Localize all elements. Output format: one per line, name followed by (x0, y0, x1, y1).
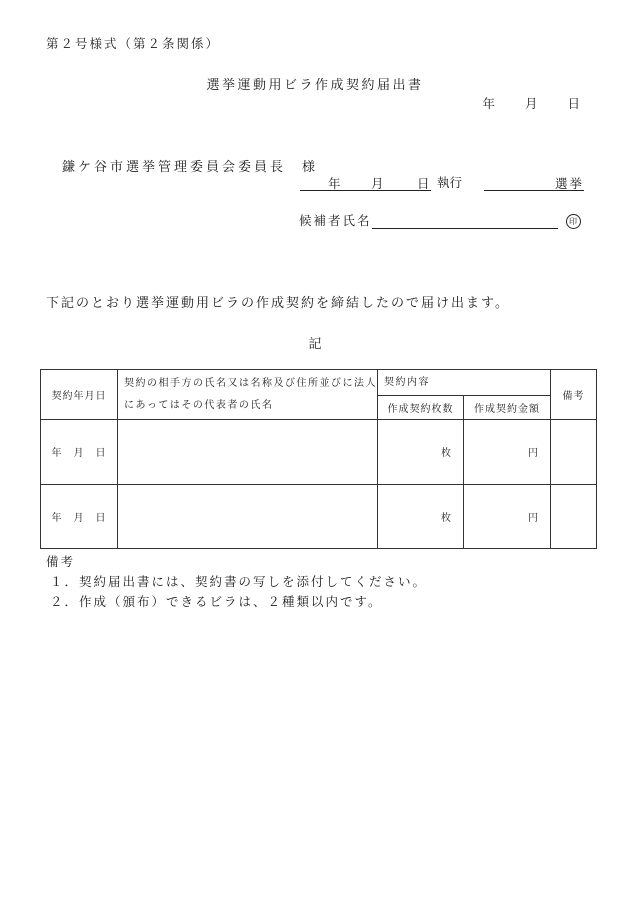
row-amount-cell[interactable]: 円 (464, 420, 551, 485)
exec-day-label: 日 (417, 176, 430, 191)
row-amount-cell[interactable]: 円 (464, 484, 551, 549)
day-label: 日 (567, 96, 580, 111)
note-item: １．契約届出書には、契約書の写しを添付してください。 (50, 574, 428, 589)
year-label: 年 (482, 96, 495, 111)
exec-month-label: 月 (371, 176, 384, 191)
submission-date-line (456, 94, 580, 112)
row-quantity-cell[interactable]: 枚 (378, 420, 464, 485)
document-title: 選挙運動用ビラ作成契約届出書 (206, 78, 424, 93)
contracts-table (40, 369, 597, 549)
candidate-name-field[interactable] (372, 212, 558, 229)
row-remarks-cell[interactable] (551, 484, 597, 549)
header-contract-date: 契約年月日 (41, 370, 118, 420)
row-date-cell[interactable]: 年 月 日 (41, 420, 118, 485)
candidate-name-line (299, 211, 581, 229)
election-label: 選挙 (554, 176, 584, 191)
candidate-name-label: 候補者氏名 (299, 213, 372, 228)
row-party-cell[interactable] (118, 420, 378, 485)
header-quantity: 作成契約枚数 (378, 396, 464, 420)
note-item: ２．作成（頒布）できるビラは、２種類以内です。 (50, 594, 383, 609)
intro-statement: 下記のとおり選挙運動用ビラの作成契約を締結したので届け出ます。 (46, 296, 510, 311)
header-remarks: 備考 (551, 370, 597, 420)
addressee: 鎌ケ谷市選挙管理委員会委員長 様 (62, 160, 319, 175)
notes-heading: 備考 (46, 554, 76, 569)
table-row (41, 484, 597, 549)
execution-date-underline (300, 174, 431, 191)
table-row (41, 420, 597, 485)
seal-mark: 印 (566, 214, 581, 229)
executed-label: 執行 (437, 175, 463, 190)
header-amount: 作成契約金額 (464, 396, 551, 420)
header-contract-content: 契約内容 (378, 370, 551, 396)
row-date-cell[interactable]: 年 月 日 (41, 484, 118, 549)
table-header-row (41, 370, 597, 396)
execution-date-line (300, 173, 584, 191)
notes-section (46, 552, 427, 612)
row-remarks-cell[interactable] (551, 420, 597, 485)
header-contract-party: 契約の相手方の氏名又は名称及び住所並びに法人にあってはその代表者の氏名 (118, 370, 378, 420)
exec-year-label: 年 (328, 176, 341, 191)
ki-heading: 記 (308, 337, 322, 352)
row-quantity-cell[interactable]: 枚 (378, 484, 464, 549)
row-party-cell[interactable] (118, 484, 378, 549)
election-underline (484, 174, 584, 191)
form-number: 第２号様式（第２条関係） (46, 36, 221, 51)
month-label: 月 (524, 96, 538, 111)
